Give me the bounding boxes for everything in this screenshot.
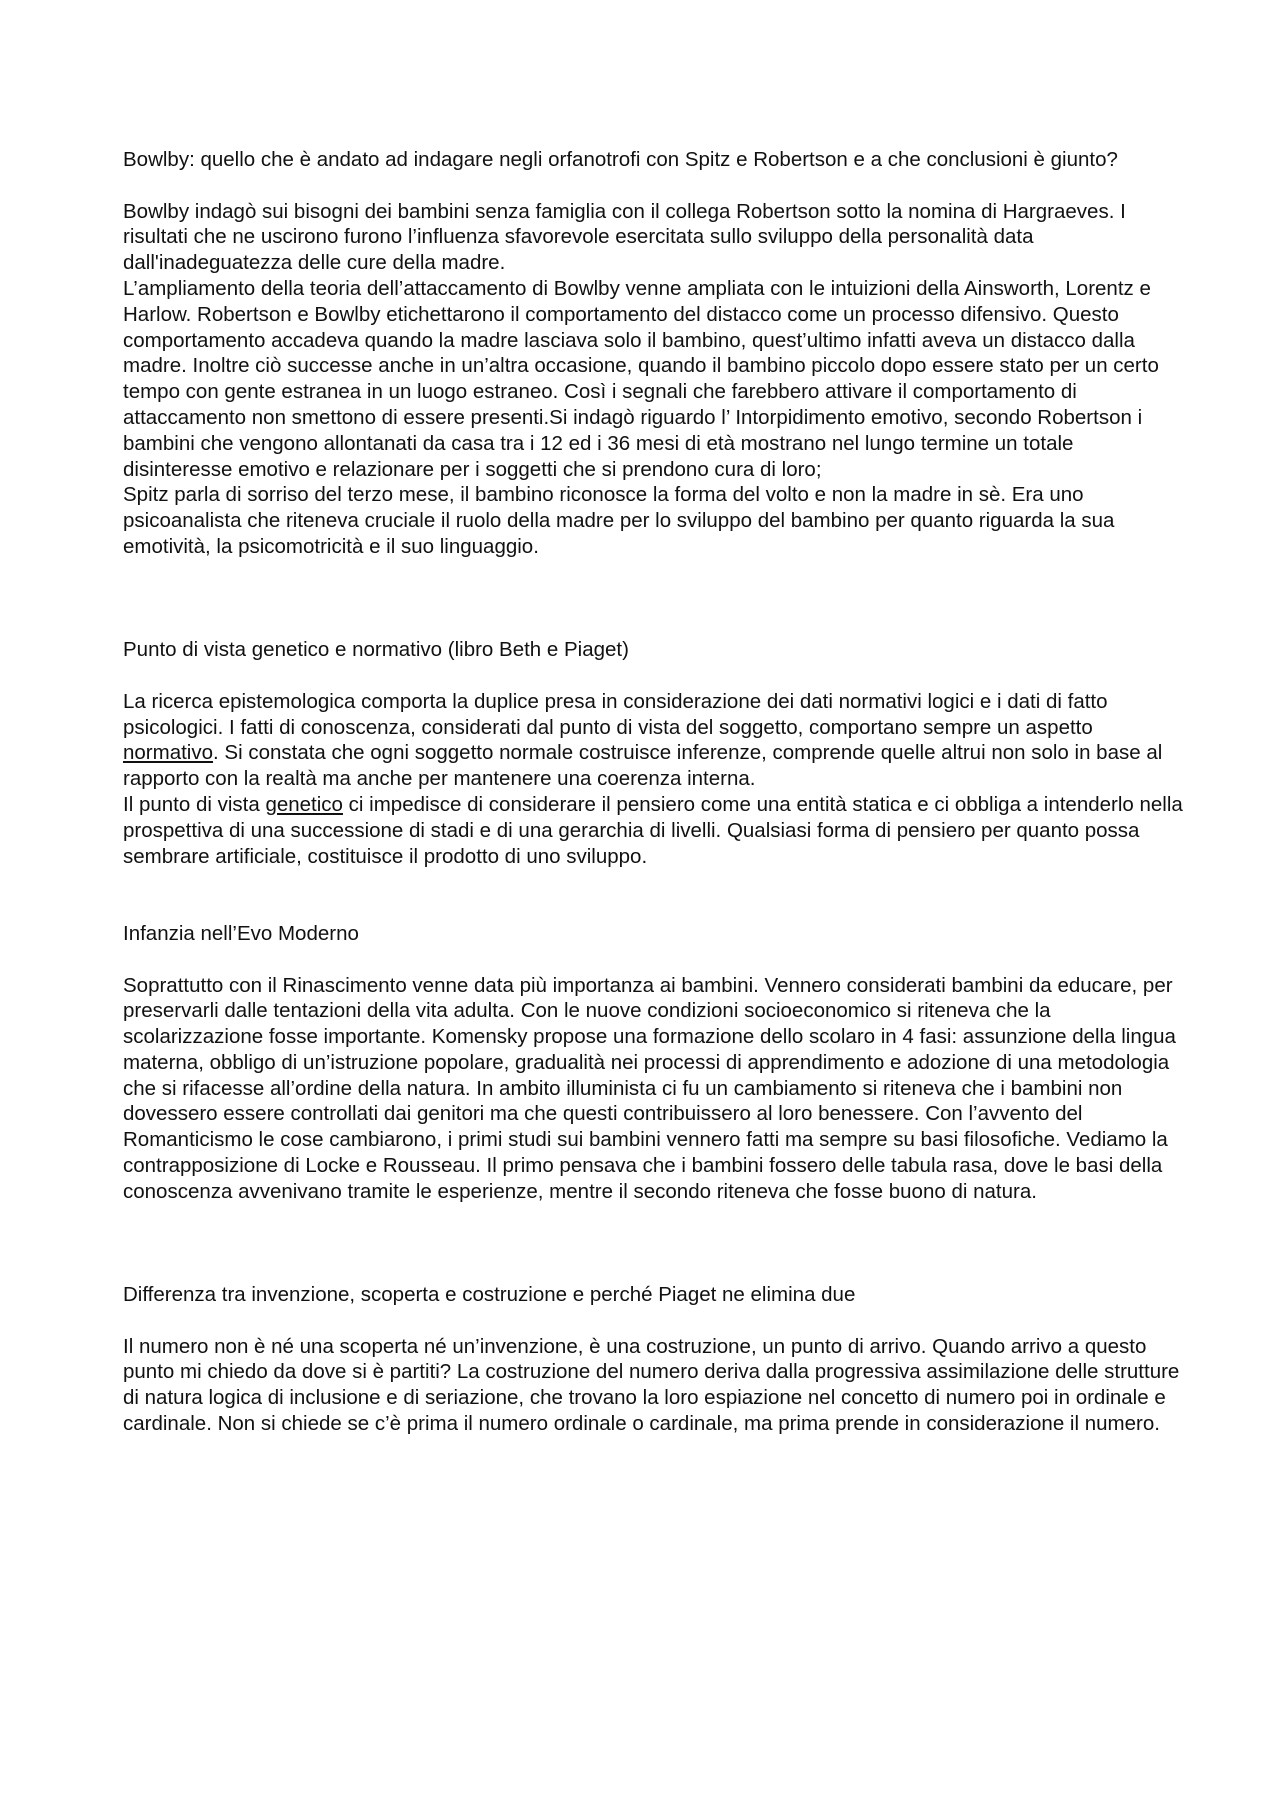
paragraph [123,792,1183,869]
paragraph: Soprattutto con il Rinascimento venne data più importanza ai bambini. Vennero considerati bambini da educare, per preservarli dalle tentazioni della vita adulta. Con le nuove condizioni socioeconomico si riteneva che la scolarizzazione fosse importante. Komensky propose una formazione dello scolaro in 4 fasi: assunzione della lingua materna, obbligo di un’istruzione popolare, gradualità nei processi di apprendimento e adozione di una metodologia che si rifacesse all’ordine della natura. In ambito illuminista ci fu un cambiamento si riteneva che i bambini non dovessero essere controllati dai genitori ma che questi contribuissero al loro benessere. Con l’avvento del Romanticismo le cose cambiarono, i primi studi sui bambini vennero fatti ma sempre su basi filosofiche. Vediamo la contrapposizione di Locke e Rousseau. Il primo pensava che i bambini fossero delle tabula rasa, dove le basi della conoscenza avvenivano tramite le esperienze, mentre il secondo riteneva che fosse buono di natura. [123,973,1176,1203]
paragraph: Spitz parla di sorriso del terzo mese, il bambino riconosce la forma del volto e non la madre in sè. Era uno psicoanalista che riteneva cruciale il ruolo della madre per lo sviluppo del bambino per quanto riguarda la sua emotività, la psicomotricità e il suo linguaggio. [123,483,1115,558]
paragraph [123,689,1183,792]
section-bowlby [123,147,1183,560]
section-heading: Differenza tra invenzione, scoperta e costruzione e perché Piaget ne elimina due [123,1283,856,1307]
document-page [123,147,1183,1437]
paragraph: L’ampliamento della teoria dell’attaccamento di Bowlby venne ampliata con le intuizioni della Ainsworth, Lorentz e Harlow. Robertson e Bowlby etichettarono il comportamento del distacco come un processo difensivo. Questo comportamento accadeva quando la madre lasciava solo il bambino, quest’ultimo infatti aveva un distacco dalla madre. Inoltre ciò successe anche in un’altra occasione, quando il bambino piccolo dopo essere stato per un certo tempo con gente estranea in un luogo estraneo. Così i segnali che farebbero attivare il comportamento di attaccamento non smettono di essere presenti.Si indagò riguardo l’ Intorpidimento emotivo, secondo Robertson i bambini che vengono allontanati da casa tra i 12 ed i 36 mesi di età mostrano nel lungo termine un totale disinteresse emotivo e relazionare per i soggetti che si prendono cura di loro; [123,276,1159,481]
paragraph-text: Il punto di vista [123,792,266,816]
paragraph-text: La ricerca epistemologica comporta la duplice presa in considerazione dei dati normativi logici e i dati di fatto psicologici. I fatti di conoscenza, considerati dal punto di vista del soggetto, comportano sempre un aspetto [123,689,1108,739]
section-invenzione-scoperta [123,1282,1183,1437]
section-spacer [123,1205,1183,1282]
paragraph: Bowlby indagò sui bisogni dei bambini senza famiglia con il collega Robertson sotto la nomina di Hargraeves. I risultati che ne uscirono furono l’influenza sfavorevole esercitata sullo sviluppo della personalità data dall'inadeguatezza delle cure della madre. [123,199,1126,275]
section-heading: Bowlby: quello che è andato ad indagare negli orfanotrofi con Spitz e Robertson e a che conclusioni è giunto? [123,148,1118,171]
paragraph-text: ci impedisce di considerare il pensiero come una entità statica e ci obbliga a intenderlo nella prospettiva di una successione di stadi e di una gerarchia di livelli. Qualsiasi forma di pensiero per quanto possa sembrare artificiale, costituisce il prodotto di uno sviluppo. [123,792,1183,868]
section-genetico-normativo [123,637,1183,869]
underlined-term-genetico: genetico [265,792,343,816]
paragraph-text: . Si constata che ogni soggetto normale costruisce inferenze, comprende quelle altrui non solo in base al rapporto con la realtà ma anche per mantenere una coerenza interna. [123,741,1163,791]
section-heading: Infanzia nell’Evo Moderno [123,921,359,945]
section-evo-moderno [123,921,1183,1205]
section-spacer [123,560,1183,637]
underlined-term-normativo: normativo [123,741,214,765]
section-spacer [123,869,1183,921]
paragraph: Il numero non è né una scoperta né un’invenzione, è una costruzione, un punto di arrivo. Quando arrivo a questo punto mi chiedo da dove si è partiti? La costruzione del numero deriva dalla progressiva assimilazione delle strutture di natura logica di inclusione e di seriazione, che trovano la loro espiazione nel concetto di numero poi in ordinale e cardinale. Non si chiede se c’è prima il numero ordinale o cardinale, ma prima prende in considerazione il numero. [123,1334,1180,1436]
section-heading: Punto di vista genetico e normativo (libro Beth e Piaget) [123,638,629,662]
